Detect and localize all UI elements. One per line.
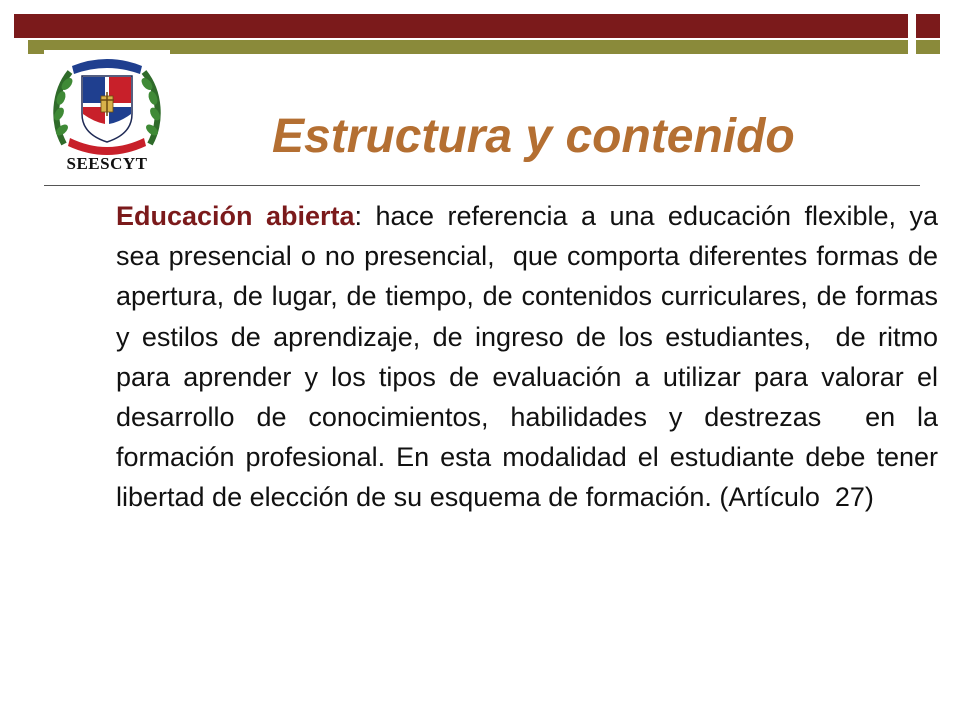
term-separator: : bbox=[354, 201, 363, 231]
body-paragraph bbox=[116, 196, 946, 518]
corner-square-maroon bbox=[916, 14, 940, 38]
body-text: hace referencia a una educación flexible, ya sea presencial o no presencial, que comporta diferentes formas de apertura, de lugar, de tiempo, de contenidos curriculares, de formas y estilos de aprendizaje, de ingreso de los estudiantes, de ritmo para aprender y los tipos de evaluación a utilizar para valorar el desarrollo de conocimientos, habilidades y destrezas en la formación profesional. En esta modalidad el estudiante debe tener libertad de elección de su esquema de formación. (Artículo 27) bbox=[116, 201, 946, 513]
slide-title: Estructura y contenido bbox=[272, 110, 795, 163]
logo-label: SEESCYT bbox=[66, 154, 148, 173]
title-divider bbox=[44, 185, 920, 186]
coat-of-arms-icon bbox=[50, 52, 164, 156]
term-highlight: Educación abierta bbox=[116, 201, 355, 231]
corner-square-olive bbox=[916, 40, 940, 54]
top-bar-maroon bbox=[14, 14, 908, 38]
logo bbox=[44, 50, 170, 178]
